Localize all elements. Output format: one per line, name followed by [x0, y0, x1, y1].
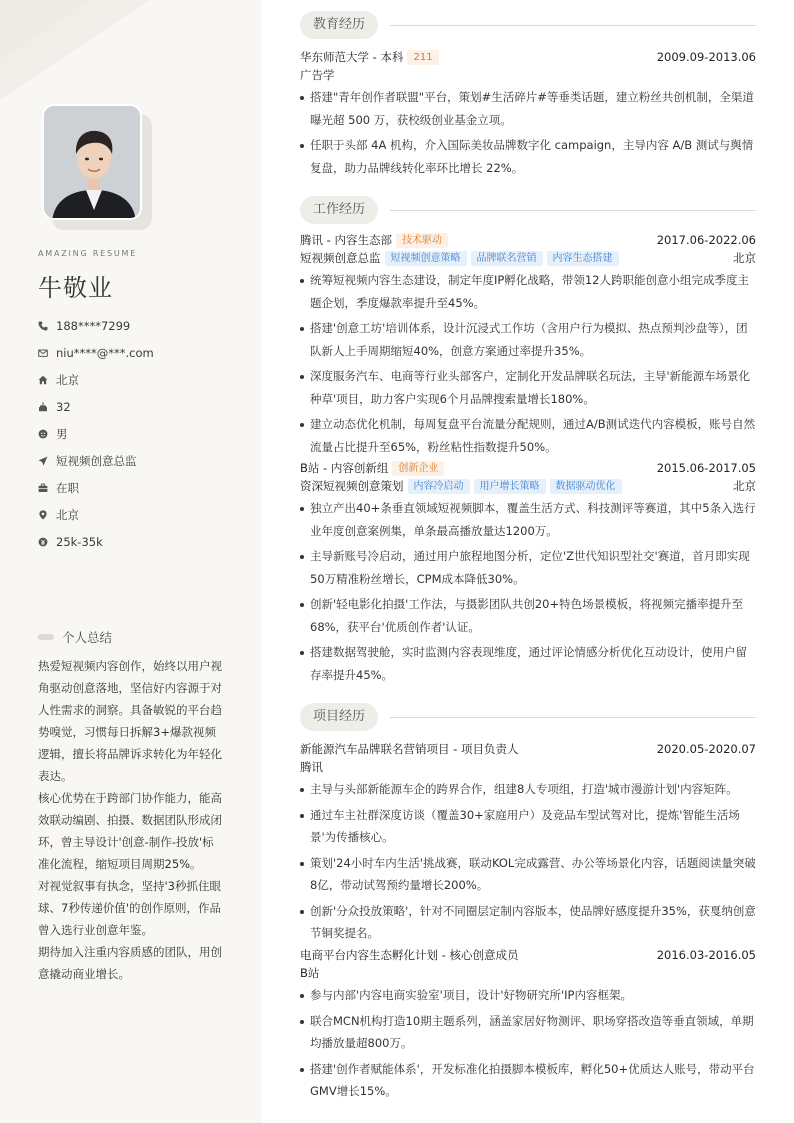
info-city	[38, 366, 154, 393]
bullet-list	[300, 984, 756, 1103]
home-icon	[38, 375, 56, 385]
bullet-list	[300, 778, 756, 945]
tagline: AMAZING RESUME	[38, 249, 138, 258]
entry-subheader	[300, 758, 756, 776]
section-header-education	[300, 11, 756, 39]
job-role: 短视频创意总监	[300, 251, 381, 265]
bullet-item: 参与内部'内容电商实验室'项目，设计'好物研究所'IP内容框架。	[300, 984, 756, 1007]
info-age	[38, 393, 154, 420]
entry-date: 2015.06-2017.05	[656, 461, 756, 475]
summary-body	[38, 655, 222, 985]
skill-tag: 内容生态搭建	[547, 251, 619, 266]
summary-paragraph: 对视觉叙事有执念，坚持'3秒抓住眼球、7秒传递价值'的创作原则，作品曾入选行业创意年鉴。	[38, 879, 221, 937]
company-name: B站 - 内容创新组	[300, 461, 389, 475]
send-icon	[38, 456, 56, 466]
education-entry	[300, 48, 756, 182]
info-status	[38, 474, 154, 501]
birthday-cake-icon	[38, 402, 56, 412]
school-badge: 211	[407, 50, 438, 65]
company-name: 腾讯 - 内容生态部	[300, 233, 392, 247]
info-location	[38, 501, 154, 528]
section-title: 工作经历	[300, 196, 378, 224]
summary-paragraph: 核心优势在于跨部门协作能力，能高效联动编剧、拍摄、数据团队形成闭环，曾主导设计'创意-制作-投放'标准化流程，缩短项目周期25%。	[38, 791, 222, 871]
bullet-list	[300, 86, 756, 179]
bullet-item: 主导新账号冷启动，通过用户旅程地图分析，定位'Z世代知识型社交'赛道，首月即实现50万精准粉丝增长，CPM成本降低30%。	[300, 545, 756, 590]
location-pin-icon	[38, 510, 56, 520]
summary-accent-bar	[38, 634, 54, 640]
summary-paragraph: 期待加入注重内容质感的团队，用创意撬动商业增长。	[38, 945, 222, 981]
section-header-work	[300, 196, 756, 224]
entry-subheader	[300, 964, 756, 982]
divider	[390, 210, 756, 211]
bullet-item: 搭建'创作者赋能体系'，开发标准化拍摄脚本模板库，孵化50+优质达人账号，带动平台GMV增长15%。	[300, 1058, 756, 1103]
contact-info-list	[38, 312, 154, 555]
summary-title: 个人总结	[62, 630, 113, 645]
bullet-item: 联合MCN机构打造10期主题系列，涵盖家居好物测评、职场穿搭改造等垂直领域，单期均播放量超800万。	[300, 1010, 756, 1055]
decorative-triangle	[0, 0, 90, 60]
major: 广告学	[300, 68, 335, 82]
section-title: 教育经历	[300, 11, 378, 39]
project-name: 新能源汽车品牌联名营销项目 - 项目负责人	[300, 742, 519, 756]
bullet-item: 搭建"青年创作者联盟"平台，策划#生活碎片#等垂类话题，建立粉丝共创机制，全渠道曝光超 500 万，获校级创业基金立项。	[300, 86, 756, 131]
candidate-name: 牛敬业	[38, 274, 113, 302]
job-city: 北京	[733, 479, 756, 493]
info-text: 25k-35k	[56, 534, 103, 549]
entry-header	[300, 231, 756, 249]
email-icon	[38, 348, 56, 358]
bullet-item: 创新'分众投放策略'，针对不同圈层定制内容版本，使品牌好感度提升35%，获戛纳创意节铜奖提名。	[300, 900, 756, 945]
info-text: 北京	[56, 372, 79, 387]
bullet-list	[300, 269, 756, 458]
bullet-item: 搭建'创意工坊'培训体系，设计沉浸式工作坊（含用户行为模拟、热点预判沙盘等），团队新人上手周期缩短40%，创意方案通过率提升35%。	[300, 317, 756, 362]
info-text: 男	[56, 426, 68, 441]
sidebar	[0, 0, 262, 1123]
summary-paragraph: 热爱短视频内容创作，始终以用户视角驱动创意落地，坚信好内容源于对人性需求的洞察。具备敏锐的平台趋势嗅觉，习惯每日拆解3+爆款视频逻辑，擅长将品牌诉求转化为年轻化表达。	[38, 659, 222, 783]
job-role: 资深短视频创意策划	[300, 479, 404, 493]
briefcase-icon	[38, 483, 56, 493]
summary-header	[38, 628, 112, 646]
info-text: 32	[56, 399, 71, 414]
info-salary	[38, 528, 154, 555]
bullet-item: 主导与头部新能源车企的跨界合作，组建8人专项组，打造'城市漫游计划'内容矩阵。	[300, 778, 756, 801]
info-text: 北京	[56, 507, 79, 522]
project-name: 电商平台内容生态孵化计划 - 核心创意成员	[300, 948, 519, 962]
entry-date: 2020.05-2020.07	[656, 742, 756, 756]
entry-date: 2016.03-2016.05	[656, 948, 756, 962]
bullet-item: 搭建数据驾驶舱，实时监测内容表现维度，通过评论情感分析优化互动设计，使用户留存率提升45%。	[300, 641, 756, 686]
entry-header	[300, 459, 756, 477]
entry-header	[300, 740, 756, 758]
avatar	[42, 104, 142, 220]
skill-tag: 数据驱动优化	[550, 479, 622, 494]
entry-date: 2009.09-2013.06	[656, 50, 756, 64]
entry-header	[300, 48, 756, 66]
bullet-item: 通过车主社群深度访谈（覆盖30+家庭用户）及竞品车型试驾对比，提炼'智能生活场景'为传播核心。	[300, 804, 756, 849]
bullet-item: 创新'轻电影化拍摄'工作法，与摄影团队共创20+特色场景模板，将视频完播率提升至68%，获平台'优质创作者'认证。	[300, 593, 756, 638]
phone-icon	[38, 321, 56, 331]
info-text: 188****7299	[56, 318, 131, 333]
bullet-list	[300, 497, 756, 686]
entry-subheader	[300, 249, 756, 267]
divider	[390, 25, 756, 26]
section-header-projects	[300, 703, 756, 731]
divider	[390, 717, 756, 718]
project-entry	[300, 946, 756, 1106]
info-gender	[38, 420, 154, 447]
project-entry	[300, 740, 756, 948]
job-city: 北京	[733, 251, 756, 265]
company-tag: 创新企业	[392, 461, 444, 476]
info-text: 在职	[56, 480, 79, 495]
info-email	[38, 339, 154, 366]
company-tag: 技术驱动	[396, 233, 448, 248]
entry-header	[300, 946, 756, 964]
entry-date: 2017.06-2022.06	[656, 233, 756, 247]
project-org: B站	[300, 966, 320, 980]
work-entry	[300, 459, 756, 689]
project-org: 腾讯	[300, 760, 323, 774]
skill-tag: 品牌联名营销	[471, 251, 543, 266]
bullet-item: 任职于头部 4A 机构，介入国际美妆品牌数字化 campaign，主导内容 A/B 测试与舆情复盘，助力品牌线转化率环比增长 22%。	[300, 134, 756, 179]
bullet-item: 策划'24小时车内生活'挑战赛，联动KOL完成露营、办公等场景化内容，话题阅读量突破8亿，带动试驾预约量增长200%。	[300, 852, 756, 897]
section-title: 项目经历	[300, 703, 378, 731]
bullet-item: 深度服务汽车、电商等行业头部客户，定制化开发品牌联名玩法，主导'新能源车场景化种草'项目，助力客户实现6个月品牌搜索量增长180%。	[300, 365, 756, 410]
skill-tag: 用户增长策略	[474, 479, 546, 494]
entry-subheader	[300, 477, 756, 495]
skill-tag: 内容冷启动	[408, 479, 470, 494]
bullet-item: 建立动态优化机制，每周复盘平台流量分配规则，通过A/B测试迭代内容模板，账号自然流量占比提升至65%，粉丝粘性指数提升50%。	[300, 413, 756, 458]
info-position	[38, 447, 154, 474]
salary-icon	[38, 537, 56, 547]
info-text: niu****@***.com	[56, 345, 154, 360]
school-name: 华东师范大学 - 本科	[300, 50, 404, 64]
skill-tag: 短视频创意策略	[385, 251, 467, 266]
bullet-item: 独立产出40+条垂直领域短视频脚本，覆盖生活方式、科技测评等赛道，其中5条入选行业年度创意案例集，单条最高播放量达1200万。	[300, 497, 756, 542]
gender-icon	[38, 429, 56, 439]
info-text: 短视频创意总监	[56, 453, 137, 468]
work-entry	[300, 231, 756, 461]
bullet-item: 统筹短视频内容生态建设，制定年度IP孵化战略，带领12人跨职能创意小组完成季度主题企划，季度爆款率提升至45%。	[300, 269, 756, 314]
portrait-icon	[44, 106, 142, 220]
info-phone	[38, 312, 154, 339]
avatar-photo	[42, 104, 142, 220]
entry-subheader	[300, 66, 756, 84]
